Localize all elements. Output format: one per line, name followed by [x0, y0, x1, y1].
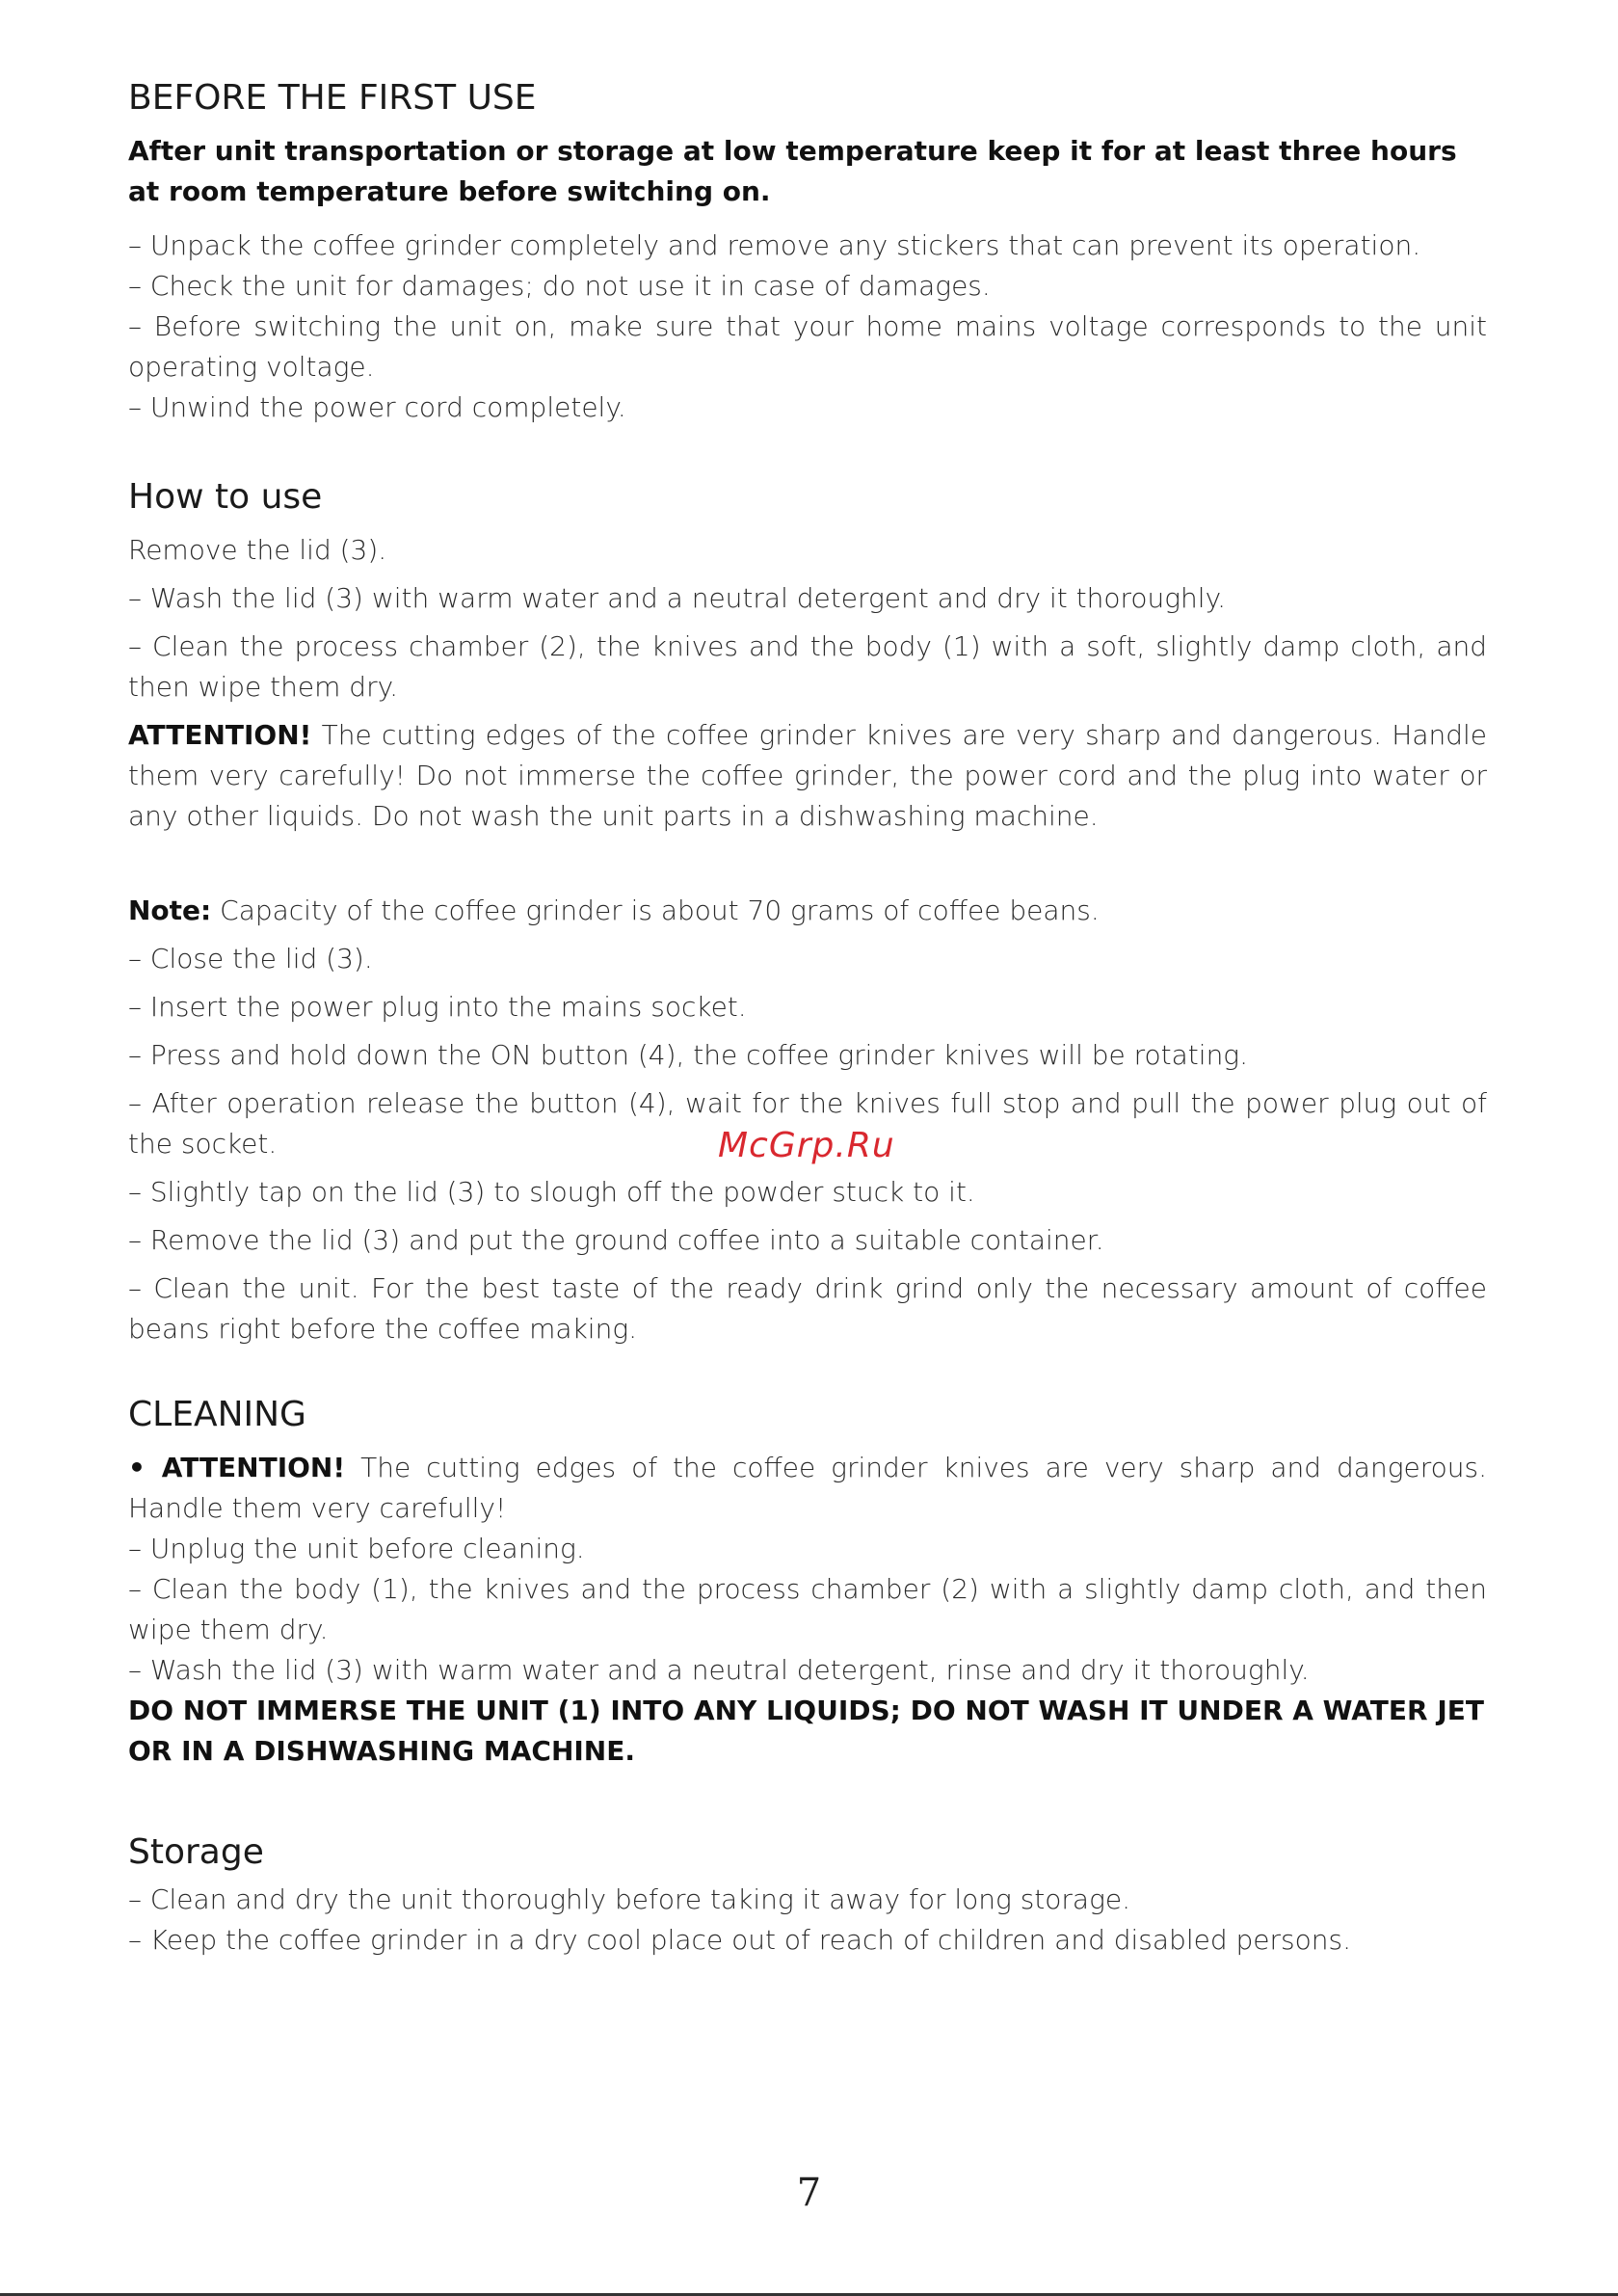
section-before-first-use: [128, 75, 1487, 428]
attention-label: ATTENTION!: [128, 719, 312, 751]
list-item: – Unpack the coffee grinder completely and remove any stickers that can prevent its operation.: [128, 229, 1421, 261]
attention-text: The cutting edges of the coffee grinder knives are very sharp and dangerous. Handle them very carefully! Do not immerse the coffee grinder, the power cord and the plug into water or any other liquids. Do not wash the unit parts in a dishwashing machine.: [128, 719, 1487, 832]
list-item: – After operation release the button (4), wait for the knives full stop and pull the power plug out of the socket.: [128, 1087, 1487, 1160]
list-item: – Clean the body (1), the knives and the process chamber (2) with a slightly damp cloth, and then wipe them dry.: [128, 1573, 1487, 1645]
list-item: – Clean and dry the unit thoroughly before taking it away for long storage.: [128, 1883, 1131, 1915]
section-cleaning: [128, 1392, 1487, 1772]
list-item: – Wash the lid (3) with warm water and a neutral detergent and dry it thoroughly.: [128, 582, 1227, 614]
list-item: – Wash the lid (3) with warm water and a neutral detergent, rinse and dry it thoroughly.: [128, 1654, 1310, 1686]
list-item: – Unplug the unit before cleaning.: [128, 1533, 585, 1564]
watermark-text: McGrp.Ru: [718, 1126, 895, 1165]
section-title: Storage: [128, 1832, 264, 1872]
section-how-to-use: [128, 474, 1487, 1349]
attention-paragraph: [128, 1448, 1487, 1529]
list-item: – Clean the process chamber (2), the knives and the body (1) with a soft, slightly damp cloth, and then wipe them dry.: [128, 630, 1487, 703]
section-title: How to use: [128, 477, 323, 517]
list-item: – Check the unit for damages; do not use it in case of damages.: [128, 270, 991, 302]
lead-warning: After unit transportation or storage at low temperature keep it for at least three hours at room temperature before switching on.: [128, 135, 1457, 207]
section-title: BEFORE THE FIRST USE: [128, 78, 537, 118]
list-item: – Close the lid (3).: [128, 943, 373, 974]
list-item: – Slightly tap on the lid (3) to slough off the powder stuck to it.: [128, 1176, 975, 1208]
note-text: Capacity of the coffee grinder is about 70 grams of coffee beans.: [211, 894, 1100, 926]
caps-warning: DO NOT IMMERSE THE UNIT (1) INTO ANY LIQUIDS; DO NOT WASH IT UNDER A WATER JET OR IN A DISHWASHING MACHINE.: [128, 1695, 1484, 1767]
list-item: – Keep the coffee grinder in a dry cool place out of reach of children and disabled persons.: [128, 1924, 1351, 1956]
section-title: CLEANING: [128, 1395, 306, 1434]
list-item: – Remove the lid (3) and put the ground coffee into a suitable container.: [128, 1224, 1104, 1256]
intro-text: Remove the lid (3).: [128, 534, 387, 566]
manual-page: [128, 75, 1487, 1961]
attention-label: • ATTENTION!: [128, 1452, 346, 1483]
attention-paragraph: [128, 715, 1487, 837]
note-label: Note:: [128, 894, 212, 926]
list-item: – Unwind the power cord completely.: [128, 391, 626, 423]
page-number: 7: [796, 2171, 822, 2215]
section-storage: [128, 1829, 1487, 1961]
list-item: – Clean the unit. For the best taste of the ready drink grind only the necessary amount of coffee beans right before the coffee making.: [128, 1272, 1487, 1345]
list-item: – Insert the power plug into the mains socket.: [128, 991, 747, 1023]
attention-text: The cutting edges of the coffee grinder knives are very sharp and dangerous. Handle them very carefully!: [128, 1452, 1488, 1524]
note-paragraph: [128, 891, 1487, 931]
list-item: – Press and hold down the ON button (4), the coffee grinder knives will be rotating.: [128, 1039, 1249, 1071]
list-item: – Before switching the unit on, make sure that your home mains voltage corresponds to the unit operating voltage.: [128, 310, 1487, 383]
